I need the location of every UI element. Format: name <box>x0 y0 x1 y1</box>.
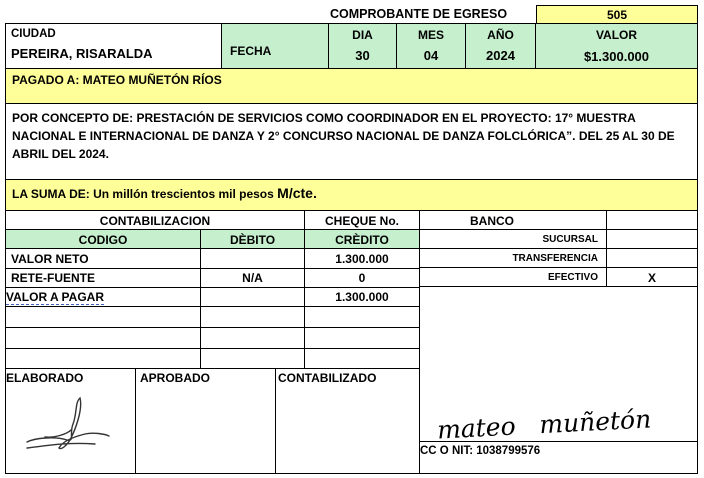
day-label: DIA <box>352 28 373 42</box>
approved-label: APROBADO <box>140 371 211 385</box>
col-code: CODIGO <box>5 229 201 249</box>
day-value: 30 <box>355 48 370 63</box>
recipient-signature: mateo muñetón <box>436 404 652 445</box>
cheque-label: CHEQUE No. <box>304 210 420 230</box>
col-debit: DÈBITO <box>200 229 305 249</box>
table-row-2-code: RETE-FUENTE <box>11 271 95 285</box>
col-credit: CRÈDITO <box>304 229 420 249</box>
city-label: CIUDAD <box>11 28 56 40</box>
cash-label: EFECTIVO <box>419 267 607 287</box>
date-label: FECHA <box>230 44 272 58</box>
sum-label: LA SUMA DE: Un millón trescientos mil pesos <box>12 187 278 201</box>
booked-label: CONTABILIZADO <box>278 371 377 385</box>
table-row-1-code: VALOR NETO <box>11 252 89 266</box>
branch-label: SUCURSAL <box>419 229 607 249</box>
transfer-label: TRANSFERENCIA <box>419 248 607 268</box>
table-row-2-debit: N/A <box>242 271 263 285</box>
signature-scribble <box>5 390 136 470</box>
month-value: 04 <box>423 48 439 63</box>
voucher-title: COMPROBANTE DE EGRESO <box>330 7 508 21</box>
year-label: AÑO <box>487 28 514 42</box>
value-label: VALOR <box>595 28 638 42</box>
booked-box <box>275 368 420 474</box>
city-value: PEREIRA, RISARALDA <box>11 46 153 61</box>
month-label: MES <box>417 28 444 42</box>
table-row-3-credit: 1.300.000 <box>335 290 389 304</box>
bottom-line <box>419 473 698 474</box>
accounting-section-label: CONTABILIZACION <box>5 210 305 230</box>
bank-label: BANCO <box>470 214 514 228</box>
recipient-id: CC O NIT: 1038799576 <box>420 445 541 457</box>
table-row-3-code: VALOR A PAGAR <box>6 290 104 304</box>
voucher-number: 505 <box>536 5 698 24</box>
cash-mark: X <box>606 267 698 287</box>
table-row-1-credit: 1.300.000 <box>335 252 389 266</box>
sum-currency: M/cte. <box>277 185 317 201</box>
value-amount: $1.300.000 <box>583 49 650 64</box>
table-row-2-credit: 0 <box>358 271 366 285</box>
year-value: 2024 <box>486 48 515 63</box>
prepared-label: ELABORADO <box>6 371 84 385</box>
paid-to: PAGADO A: MATEO MUÑETÓN RÍOS <box>5 68 698 104</box>
concept: POR CONCEPTO DE: PRESTACIÓN DE SERVICIOS COMO COORDINADOR EN EL PROYECTO: 17° MUESTRA NACIONAL E INTERNACIONAL DE DANZA Y 2° CONCURSO NACIONAL DE DANZA FOLCLÓRICA”. DEL 25 AL 30 DE ABRIL DEL 2024. <box>5 103 698 180</box>
recipient-line <box>419 441 698 442</box>
approved-box <box>135 368 276 474</box>
